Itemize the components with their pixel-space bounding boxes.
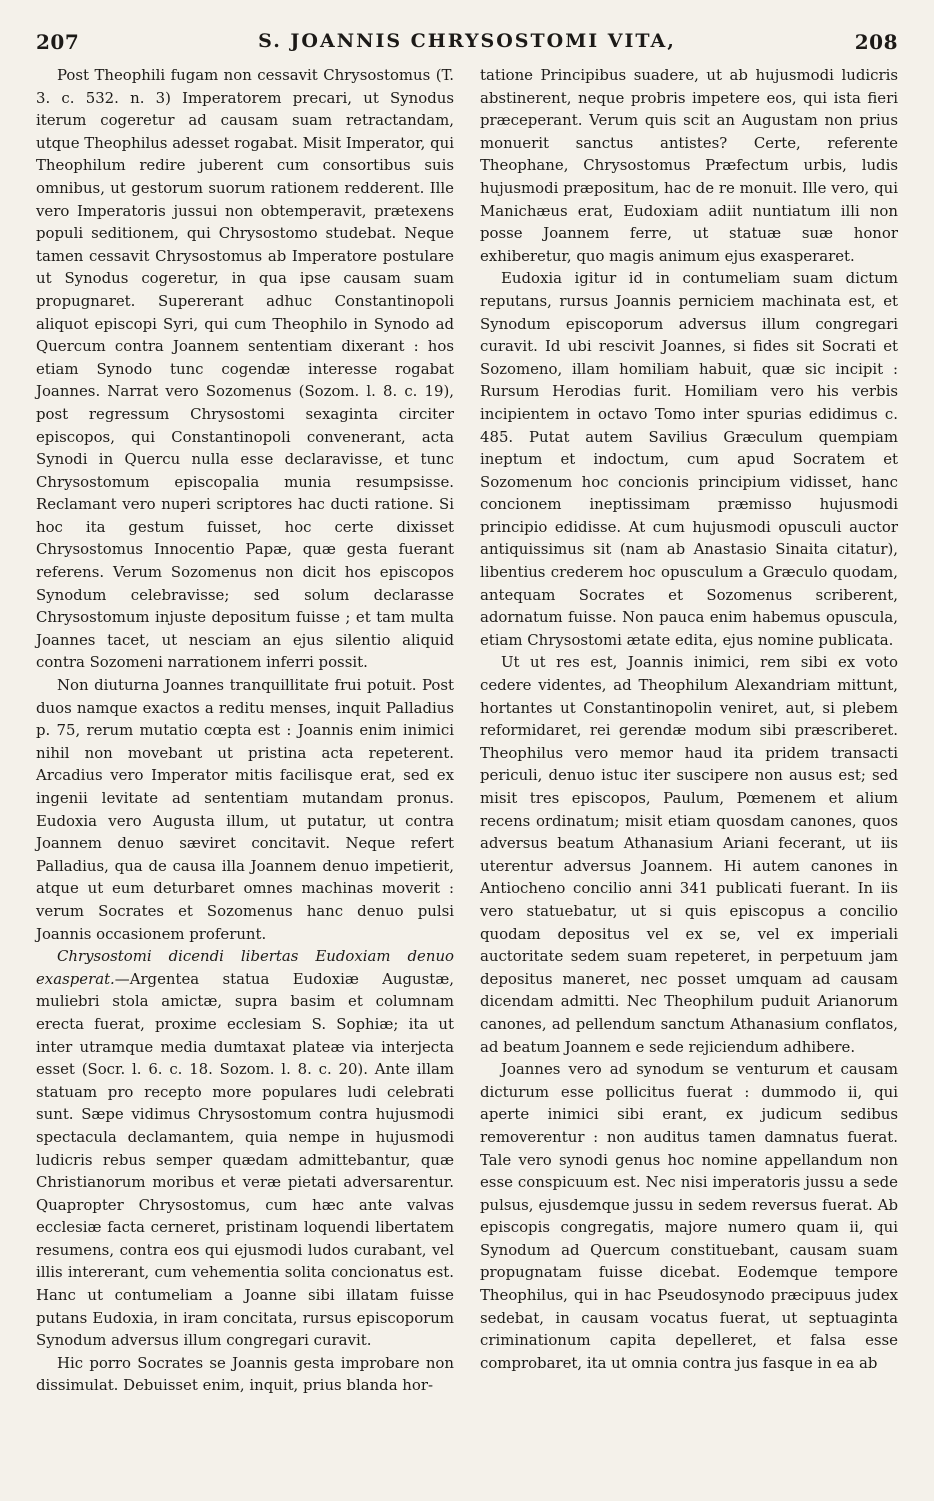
paragraph: Hic porro Socrates se Joannis gesta improbare non dissimulat. Debuisset enim, inquit, prius blanda hor- (36, 1353, 454, 1395)
paragraph: Ut ut res est, Joannis inimici, rem sibi ex voto cedere videntes, ad Theophilum Alexandriam mittunt, hortantes ut Constantinopolin veniret, aut, si plebem reformidaret, rei gerendæ modum sibi præscriberet. Theophilus vero memor haud ita pridem transacti periculi, denuo istuc iter suscipere non ausus est; sed misit tres episcopos, Paulum, Pœmenem et alium recens ordinatum; misit etiam quosdam canones, quos adversus beatum Athanasium Ariani fecerant, ut iis uterentur adversus Joannem. Hi autem canones in Antiocheno concilio anni 341 publicati fuerant. In iis vero statuebatur, ut si quis episcopus a concilio quodam depositus vel ex se, vel ex imperiali auctoritate sedem suam repeteret, in perpetuum jam depositus maneret, nec posset umquam ad causam dicendam admitti. Nec Theophilum puduit Arianorum canones, ad pellendum sanctum Athanasium conflatos, ad beatum Joannem e sede rejiciendum adhibere. (480, 653, 898, 1056)
page-number-left: 207 (36, 30, 80, 54)
paragraph (36, 945, 454, 1352)
left-column (36, 64, 454, 1397)
paragraph-body: —Argentea statua Eudoxiæ Augustæ, muliebri stola amictæ, supra basim et columnam erecta fuerat, proxime ecclesiam S. Sophiæ; ita ut inter utramque media dumtaxat plateæ via interjecta esset (Socr. l. 6. c. 18. Sozom. l. 8. c. 20). Ante illam statuam pro recepto more populares ludi celebrati sunt. Sæpe vidimus Chrysostomum contra hujusmodi spectacula declamantem, quia nempe in hujusmodi ludicris rebus semper quædam admittebantur, quæ Christianorum moribus et veræ pietati adversarentur. Quapropter Chrysostomus, cum hæc ante valvas ecclesiæ facta cerneret, pristinam loquendi libertatem resumens, contra eos qui ejusmodi ludos curabant, vel illis intererant, cum vehementia solita concionatus est. Hanc ut contumeliam a Joanne sibi illatam fuisse putans Eudoxia, in iram concitata, rursus episcoporum Synodum adversus illum congregari curavit. (36, 969, 454, 1350)
section-heading: Chrysostomi dicendi libertas Eudoxiam denuo exasperat. (36, 947, 454, 988)
paragraph: Post Theophili fugam non cessavit Chrysostomus (T. 3. c. 532. n. 3) Imperatorem precari, ut Synodus iterum cogeretur ad causam suam retractandam, utque Theophilus adesset rogabat. Misit Imperator, qui Theophilum redire juberent cum consortibus suis omnibus, ut gestorum suorum rationem redderent. Ille vero Imperatoris jussui non obtemperavit, prætexens populi seditionem, qui Chrysostomo studebat. Neque tamen cessavit Chrysostomus ab Imperatore postulare ut Synodus cogeretur, in qua ipse causam suam propugnaret. Supererant adhuc Constantinopoli aliquot episcopi Syri, qui cum Theophilo in Synodo ad Quercum contra Joannem sententiam dixerant : hos etiam Synodo tunc cogendæ interesse rogabat Joannes. Narrat vero Sozomenus (Sozom. l. 8. c. 19), post regressum Chrysostomi sexaginta circiter episcopos, qui Constantinopoli convenerant, acta Synodi in Quercu nulla esse declaravisse, et tunc Chrysostomum episcopalia munia resumpsisse. Reclamant vero nuperi scriptores hac ducti ratione. Si hoc ita gestum fuisset, hoc certe dixisset Chrysostomus Innocentio Papæ, quæ gesta fuerant referens. Verum Sozomenus non dicit hos episcopos Synodum celebravisse; sed solum declarasse Chrysostomum injuste depositum fuisse ; et tam multa Joannes tacet, ut nesciam an ejus silentio aliquid contra Sozomeni narrationem inferri possit. (36, 66, 454, 672)
paragraph: Eudoxia igitur id in contumeliam suam dictum reputans, rursus Joannis perniciem machinata est, et Synodum episcoporum adversus illum congregari curavit. Id ubi rescivit Joannes, si fides sit Socrati et Sozomeno, illam homiliam habuit, quæ sic incipit : Rursum Herodias furit. Homiliam vero his verbis incipientem in octavo Tomo inter spurias edidimus c. 485. Putat autem Savilius Græculum quempiam ineptum et indoctum, cum apud Socratem et Sozomenum hoc concionis principium vidisset, hanc concionem ineptissimam præmisso hujusmodi principio edidisse. At cum hujusmodi opusculi auctor antiquissimus sit (nam ab Anastasio Sinaita citatur), libentius crederem hoc opusculum a Græculo quodam, antequam Socrates et Sozomenus scriberent, adornatum fuisse. Non pauca enim habemus opuscula, etiam Chrysostomi ætate edita, ejus nomine publicata. (480, 269, 898, 649)
right-column (480, 64, 898, 1374)
paragraph: Non diuturna Joannes tranquillitate frui potuit. Post duos namque exactos a reditu menses, inquit Palladius p. 75, rerum mutatio cœpta est : Joannis enim inimici nihil non movebant ut pristina acta repeterent. Arcadius vero Imperator mitis facilisque erat, sed ex ingenii levitate ad sententiam mutandam pronus. Eudoxia vero Augusta illum, ut putatur, ut contra Joannem denuo sæviret concitavit. Neque refert Palladius, qua de causa illa Joannem denuo impetierit, atque ut eum deturbaret omnes machinas moverit : verum Socrates et Sozomenus hanc denuo pulsi Joannis occasionem proferunt. (36, 676, 454, 943)
page-header (36, 30, 898, 54)
paragraph: Joannes vero ad synodum se venturum et causam dicturum esse pollicitus fuerat : dummodo ii, qui aperte inimici sibi erant, ex judicum sedibus removerentur : non auditus tamen damnatus fuerat. Tale vero synodi genus hoc nomine appellandum non esse conspicuum est. Nec nisi imperatoris jussu a sede pulsus, ejusdemque jussu in sedem reversus fuerat. Ab episcopis congregatis, majore numero quam ii, qui Synodum ad Quercum constituebant, causam suam propugnatam fuisse dicebat. Eodemque tempore Theophilus, qui in hac Pseudosynodo præcipuus judex sedebat, in causam vocatus fuerat, ut septuaginta criminationum capita depelleret, et falsa esse comprobaret, ita ut omnia contra jus fasque in ea ab (480, 1060, 898, 1372)
paragraph: tatione Principibus suadere, ut ab hujusmodi ludicris abstinerent, neque probris impetere eos, qui ista fieri præceperant. Verum quis scit an Augustam non prius monuerit sanctus antistes? Certe, referente Theophane, Chrysostomus Præfectum urbis, ludis hujusmodi præpositum, hac de re monuit. Ille vero, qui Manichæus erat, Eudoxiam adiit nuntiatum illi non posse Joannem ferre, ut statuæ suæ honor exhiberetur, quo magis animum ejus exasperaret. (480, 66, 898, 265)
running-title: S. JOANNIS CHRYSOSTOMI VITA, (258, 30, 676, 52)
page-number-right: 208 (854, 30, 898, 54)
